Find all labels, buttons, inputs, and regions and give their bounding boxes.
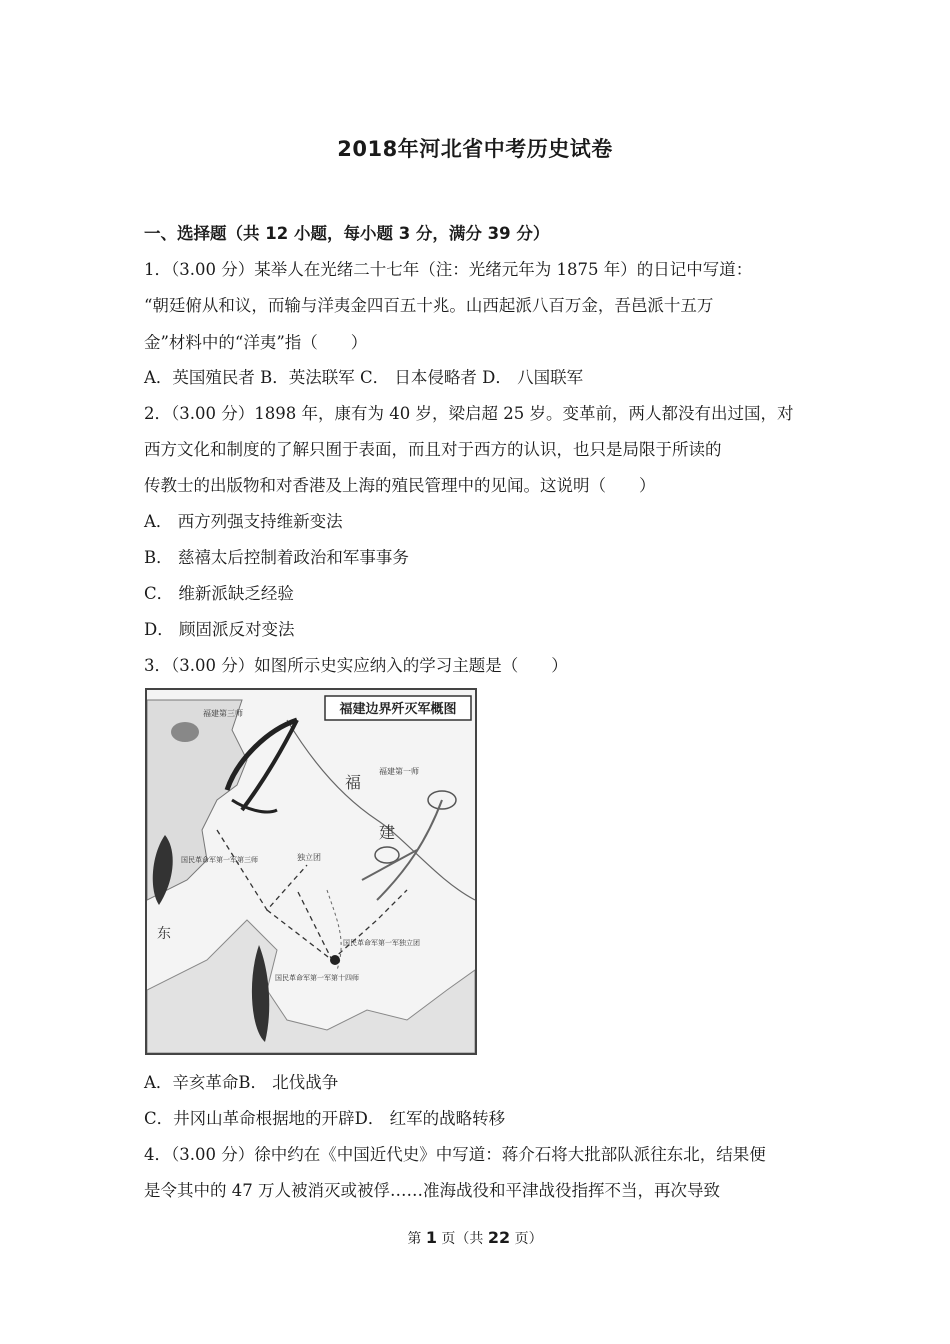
map-label: 独立团 [297, 853, 321, 862]
q2-option-d: D． 顾固派反对变法 [144, 620, 295, 639]
q3-options-line-2: C．井冈山革命根据地的开辟D． 红军的战略转移 [144, 1109, 506, 1128]
footer-suffix: 页） [510, 1231, 543, 1247]
q4-line-2: 是令其中的 47 万人被消灭或被俘……准海战役和平津战役指挥不当，再次导致 [144, 1181, 720, 1200]
map-label: 国民革命军第一军第三师 [181, 856, 258, 864]
q2-line-2: 西方文化和制度的了解只囿于表面，而且对于西方的认识，也只是局限于所读的 [144, 440, 722, 459]
q2-line-1: 2．（3.00 分）1898 年，康有为 40 岁，梁启超 25 岁。变革前，两人都没有出过国，对 [144, 404, 794, 423]
q2-option-a: A． 西方列强支持维新变法 [144, 512, 343, 531]
footer-prefix: 第 [407, 1231, 426, 1247]
page-title: 2018年河北省中考历史试卷 [337, 137, 613, 161]
q2-line-3: 传教士的出版物和对香港及上海的殖民管理中的见闻。这说明（ ） [144, 476, 656, 495]
q3-options-line-1: A．辛亥革命B． 北伐战争 [144, 1073, 339, 1092]
q1-options: A．英国殖民者 B．英法联军 C． 日本侵略者 D． 八国联军 [144, 368, 584, 387]
footer-total-pages: 22 [487, 1228, 511, 1247]
map-label: 福 [345, 773, 362, 792]
map-label: 建 [379, 823, 396, 842]
page-footer [0, 1228, 950, 1248]
q4-line-1: 4．（3.00 分）徐中约在《中国近代史》中写道：蒋介石将大批部队派往东北，结果便 [144, 1145, 766, 1164]
q3-stem: 3．（3.00 分）如图所示史实应纳入的学习主题是（ ） [144, 656, 568, 675]
q2-option-c: C． 维新派缺乏经验 [144, 584, 294, 603]
map-label: 国民革命军第一军第十四师 [275, 974, 359, 982]
map-title: 福建边界歼灭军概图 [339, 702, 457, 717]
map-label: 福建第一师 [379, 767, 419, 776]
q2-option-b: B． 慈禧太后控制着政治和军事事务 [144, 548, 409, 567]
q1-line-1: 1．（3.00 分）某举人在光绪二十七年（注：光绪元年为 1875 年）的日记中写道： [144, 260, 753, 279]
historical-map [145, 688, 477, 1055]
footer-page-number: 1 [425, 1228, 437, 1247]
footer-middle: 页（共 [436, 1231, 488, 1247]
map-label: 福建第三师 [203, 709, 243, 718]
section-header: 一、选择题（共 12 小题，每小题 3 分，满分 39 分） [144, 224, 550, 243]
map-label: 国民革命军第一军独立团 [343, 939, 420, 947]
q1-line-2: “朝廷俯从和议，而输与洋夷金四百五十兆。山西起派八百万金，吾邑派十五万 [144, 296, 714, 315]
map-label: 东 [157, 926, 171, 942]
q1-line-3: 金”材料中的“洋夷”指（ ） [144, 333, 368, 352]
